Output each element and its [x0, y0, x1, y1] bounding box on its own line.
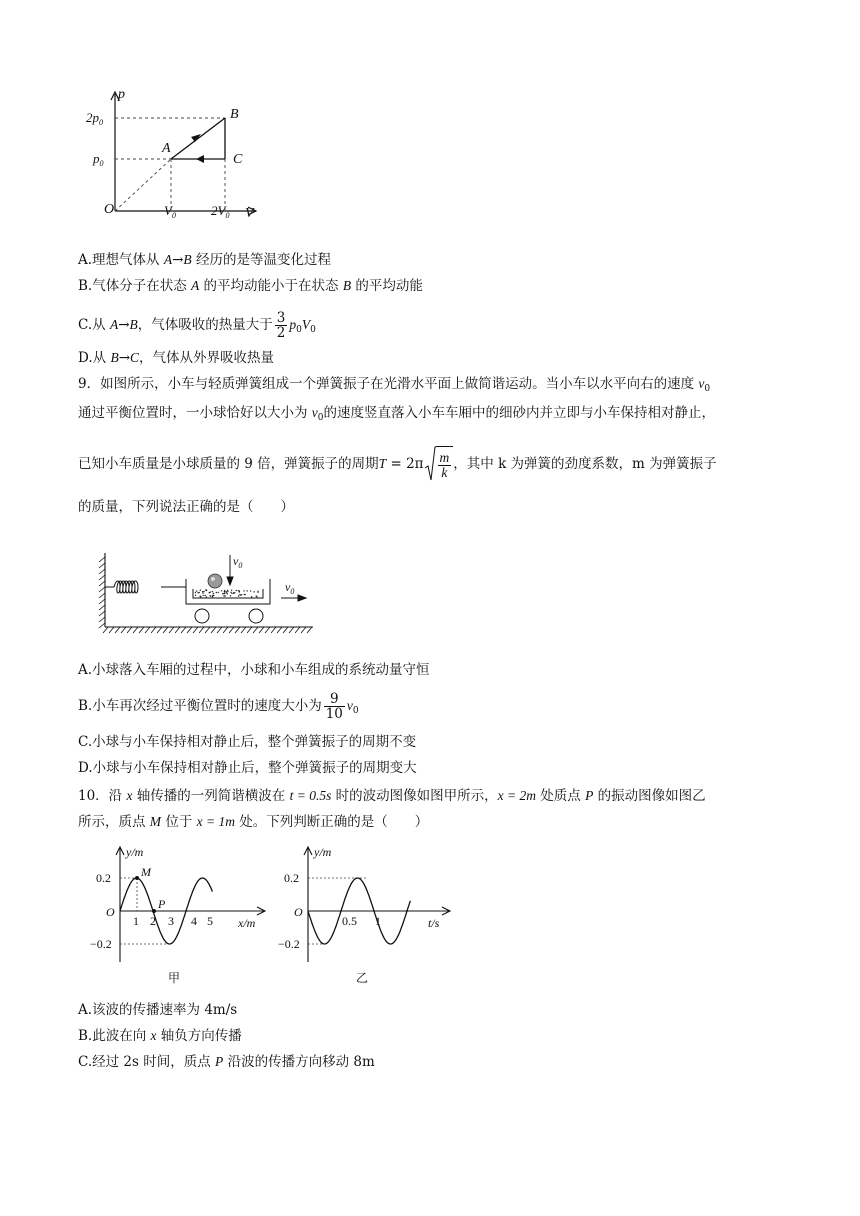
- q9-stem-line1: 9．如图所示，小车与轻质弹簧组成一个弹簧振子在光滑水平面上做简谐运动。当小车以水平向右的速度 $v_0$: [78, 376, 711, 394]
- svg-text:y/m: [125, 845, 144, 859]
- q9-stem-line4: 的质量，下列说法正确的是（ ）: [78, 499, 294, 515]
- q10-option-a: A.该波的传播速率为 4m/s: [78, 1002, 238, 1018]
- jia-tick-5: 5: [207, 914, 213, 928]
- yi-xlabel: t/s: [428, 916, 440, 930]
- jia-caption: 甲: [168, 971, 181, 985]
- yi-y-pos: 0.2: [284, 871, 299, 885]
- origin-label: O: [104, 202, 115, 217]
- q8-option-b: B.气体分子在状态 A 的平均动能小于在状态 B 的平均动能: [78, 278, 423, 294]
- yi-origin: O: [294, 905, 303, 919]
- point-a-label: A: [162, 141, 171, 156]
- yi-ylabel: y/m: [314, 845, 332, 859]
- fraction-9-10: $\frac{9}{10}$: [325, 691, 343, 722]
- pv-graph: [84, 84, 264, 230]
- jia-tick-4: 4: [191, 914, 197, 928]
- q8-option-c: C.从 A→B，气体吸收的热量大于 $\frac{3}{2}$ $p_0V_0$: [78, 310, 316, 341]
- jia-tick-1: 1: [133, 914, 139, 928]
- svg-text:t/s: [428, 916, 440, 930]
- q8-option-d: D.从 B→C，气体从外界吸收热量: [78, 350, 275, 366]
- q9-option-b: B.小车再次经过平衡位置时的速度大小为 $\frac{9}{10}$ $v_0$: [78, 691, 359, 722]
- fig-v0-label: v: [233, 554, 239, 568]
- yi-caption: 乙: [356, 971, 369, 985]
- q8-option-a: A.理想气体从 A→B 经历的是等温变化过程: [78, 252, 331, 268]
- yi-y-neg: −0.2: [278, 937, 300, 951]
- svg-text:v0: $v_0$: [233, 554, 243, 570]
- jia-y-pos: 0.2: [96, 871, 111, 885]
- fraction-3-2: $\frac{3}{2}$: [276, 310, 286, 341]
- svg-text:V0: $V_0$: [164, 203, 176, 220]
- vibration-graph-yi: [278, 842, 458, 988]
- p-axis-label: p: [118, 87, 125, 102]
- yi-tick-0-5: 0.5: [342, 914, 357, 928]
- q10-stem-line1: 10．沿 x 轴传播的一列简谐横波在 t = 0.5s 时的波动图像如图甲所示，x = 2m 处质点 P 的振动图像如图乙: [78, 788, 706, 804]
- svg-text:2V0: $2V_0$: [211, 203, 230, 220]
- svg-text:2p0: $2p_0$: [86, 110, 103, 127]
- jia-origin: O: [106, 905, 115, 919]
- svg-text:x/m: [237, 916, 256, 930]
- svg-text:p0: $p_0$: [93, 151, 104, 168]
- svg-text:v0: $v_0$: [285, 580, 295, 596]
- jia-ylabel: y/m: [126, 845, 144, 859]
- jia-tick-2: 2: [150, 914, 156, 928]
- v-axis-label: V: [245, 206, 254, 221]
- spring-cart-figure: [98, 545, 318, 635]
- svg-text:y/m: [313, 845, 332, 859]
- yi-tick-1: 1: [375, 914, 381, 928]
- q10-option-b: B.此波在向 x 轴负方向传播: [78, 1028, 242, 1044]
- x-2v0-label: 2V: [211, 203, 226, 218]
- jia-tick-3: 3: [168, 914, 174, 928]
- q10-stem-line2: 所示，质点 M 位于 x = 1m 处。下列判断正确的是（ ）: [78, 814, 429, 830]
- jia-label-m: M: [141, 865, 151, 879]
- jia-xlabel: x/m: [238, 916, 256, 930]
- q9-option-d: D.小球与小车保持相对静止后，整个弹簧振子的周期变大: [78, 760, 417, 776]
- point-b-label: B: [230, 107, 239, 122]
- q9-stem-line3: 已知小车质量是小球质量的 9 倍，弹簧振子的周期T = 2π $\frac{m}{k}$ ，其中 k 为弹簧的劲度系数，m 为弹簧振子: [78, 446, 717, 482]
- q9-option-c: C.小球与小车保持相对静止后，整个弹簧振子的周期不变: [78, 734, 417, 750]
- fig-v0-cart-label: v: [285, 580, 291, 594]
- wave-graph-jia: [90, 842, 270, 988]
- jia-label-p: P: [158, 897, 166, 911]
- y-p0-label: p: [93, 151, 100, 166]
- y-2p0-label: 2p: [86, 110, 99, 125]
- jia-y-neg: −0.2: [90, 937, 112, 951]
- q9-stem-line2: 通过平衡位置时，一小球恰好以大小为 $v_0$的速度竖直落入小车车厢中的细砂内并立即与小车保持相对静止，: [78, 405, 716, 423]
- point-c-label: C: [233, 152, 243, 167]
- x-v0-label: V: [164, 203, 172, 218]
- sqrt-m-over-k: $\frac{m}{k}$: [424, 446, 454, 483]
- q9-option-a: A.小球落入车厢的过程中，小球和小车组成的系统动量守恒: [78, 662, 430, 678]
- q10-option-c: C.经过 2s 时间，质点 P 沿波的传播方向移动 8m: [78, 1054, 375, 1070]
